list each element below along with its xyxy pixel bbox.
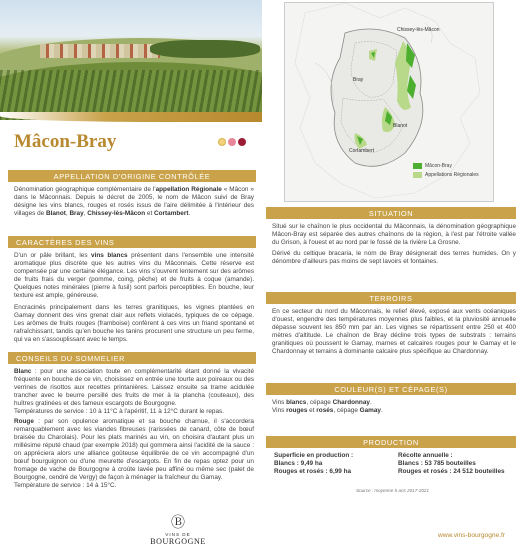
cepages-heading: COULEUR(S) ET CÉPAGE(S) — [266, 383, 516, 395]
map-label-blanot: Blanot — [393, 123, 408, 129]
logo-small-text: VINS DE — [165, 532, 191, 537]
map-label-cortambert: Cortambert — [349, 148, 375, 154]
red-wine-icon — [238, 138, 246, 146]
gold-decor-bar — [0, 112, 262, 122]
terroirs-heading: TERROIRS — [266, 292, 516, 304]
website-link[interactable]: www.vins-bourgogne.fr — [438, 532, 506, 539]
production-table — [274, 452, 514, 488]
conseils-heading: CONSEILS DU SOMMELIER — [8, 352, 256, 364]
rose-wine-icon — [228, 138, 236, 146]
situation-text: Situé sur le chaînon le plus occidental du Mâconnais, la dénomination géographique Mâcon-Bray est séparée des autres chaînons de la région, à l'est par l'étroite vallée du Grison, à l'ouest et au nord par le fossé de la rivière La Grosne. Dérivé du celtique bracaria, le nom de Bray désignerait des terres humides. On y dénombre d'ailleurs pas moins de sept lavoirs et fontaines. — [272, 223, 516, 266]
legend-main-swatch — [413, 163, 422, 169]
legend-main-label: Mâcon-Bray — [425, 163, 452, 169]
production-source: Source : moyenne 5 ans 2017-2021 — [356, 488, 430, 493]
logo-mark-icon: Ⓑ — [171, 516, 185, 531]
caracteres-heading: CARACTÈRES DES VINS — [8, 236, 256, 248]
vineyard-photo — [0, 0, 262, 120]
white-wine-icon — [218, 138, 226, 146]
map-label-bray: Bray — [353, 77, 364, 83]
situation-heading: SITUATION — [266, 207, 516, 219]
map-label-chissey: Chissey-lès-Mâcon — [397, 27, 440, 33]
production-heading: PRODUCTION — [266, 436, 516, 448]
cepages-text: Vins blancs, cépage Chardonnay. Vins rouges et rosés, cépage Gamay. — [272, 399, 383, 415]
bourgogne-logo — [118, 512, 238, 546]
logo-big-text: BOURGOGNE — [150, 537, 206, 546]
legend-regional-label: Appellations Régionales — [425, 172, 479, 178]
legend-regional-swatch — [413, 172, 422, 178]
appellation-map — [284, 2, 494, 202]
appellation-text: Dénomination géographique complémentaire de l'appellation Régionale « Mâcon » dans le Mâconnais. Depuis le décret de 2005, le nom de Mâcon suivi de Bray désigne les vins blancs, rouges et rosés issus de l'aire délimitée à l'intérieur des villages de Blanot, Bray, Chissey-lès-Mâcon et Cortambert. — [14, 186, 254, 218]
map-legend — [413, 163, 479, 181]
appellation-heading: APPELLATION D'ORIGINE CONTRÔLÉE — [8, 170, 256, 182]
page-title: Mâcon-Bray — [14, 131, 117, 152]
caracteres-text: D'un or pâle brillant, les vins blancs présentent dans l'ensemble une intensité aromatique plus discrète que les autres vins du Mâconnais. Cette réserve est compensée par une certaine élégance. Les vins s'ouvrent lentement sur des arômes de fruits frais du verger (pomme, coing, pêche) et de fruits à coque (amande). Quelques notes minérales (pierre à fusil) sont parfois perceptibles. En bouche, leur texture est ample, généreuse. Encracinés principalement dans les terres granitiques, les vignes plantées en Gamay donnent des vins grenat clair aux reflets violacés, typiques de ce cépage. Les arômes de fruits rouges (framboise) confèrent à ces vins un friand spontané et rafraîchissant, tandis qu'en bouche les tanins procurent une structure un peu ferme, qui va en s'assouplissant avec le temps. — [14, 252, 254, 343]
production-surface: Superficie en production : Blancs : 9,49 ha Rouges et rosés : 6,99 ha — [274, 452, 354, 476]
right-column — [266, 0, 524, 550]
wine-color-dots — [218, 138, 246, 146]
production-recolte: Récolte annuelle : Blancs : 53 785 bouteilles Rouges et rosés : 24 512 bouteilles — [398, 452, 505, 476]
conseils-text: Blanc : pour une association toute en complémentarité étant donné la vivacité fréquente en bouche de ce vin, choisissez en entrée une tourte aux poireaux ou des verrines de risottos aux recettes printanières. Laissez ensuite sa trame acidulée trancher avec le beurre persillé des fruits de mer à la plancha (couteaux), des huîtres gratinées et des fameux escargots de Bourgogne. Températures de service : 10 à 11°C à l'apéritif, 11 à 12°C durant le repas. Rouge : par son opulence aromatique et sa bouche charnue, il s'accordera remarquablement avec les viandes fibreuses (rarissées de canard, côte de bœuf braisée du Charolais). Pour les plats marinés au vin, on choisira d'autant plus un millésime réputé chaud (par exemple 2018) qui gommera ainsi l'acidité de la sauce : on appréciera alors une alliance goûteuse équilibrée de ce vin accompagné d'un bœuf bourguignon ou d'une meurette d'escargots. En fin de repas optez pour un fromage de vache de Bourgogne à croûte lavée peu affiné ou même sec (palet de Bourgogne, cendré de Vergy) de façon à ménager la fraîcheur du Gamay. Température de service : 14 à 15°C. — [14, 368, 254, 489]
terroirs-text: En ce secteur du nord du Mâconnais, le relief élevé, exposé aux vents océaniques d'ouest, engendre des températures moyennes plus faibles, et la pluviosité annuelle dépasse souvent les 850 mm par an. Les vignes se répartissent entre 250 et 400 mètres d'altitude. Le chaînon de Bray décline trois types de substrats : terrains granitiques où poussent le Gamay, marnes et calcaires rouges pour le Gamay et le Chardonnay et terrains à dominante calcaire plus spécifique au Chardonnay. — [272, 308, 516, 356]
